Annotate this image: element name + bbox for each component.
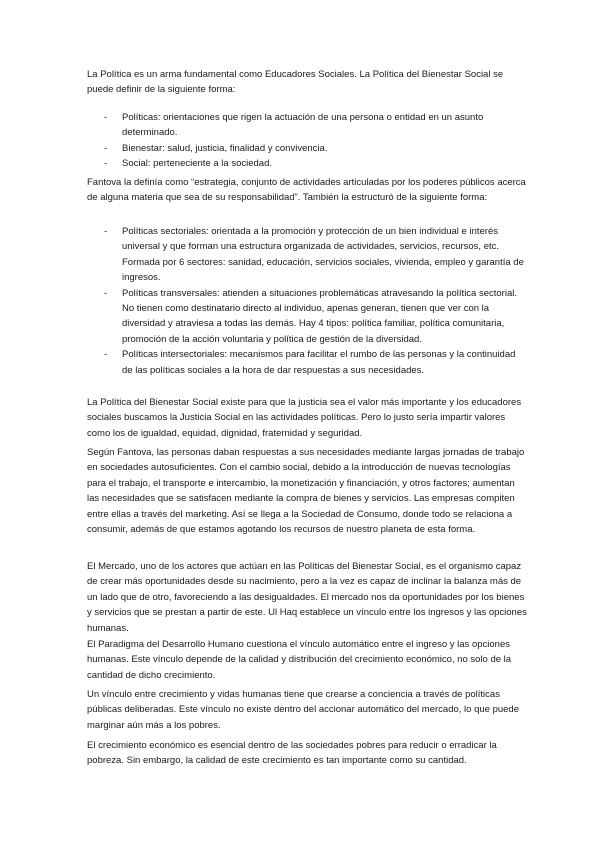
paragraph-public-policies: Un vínculo entre crecimiento y vidas humanas tiene que crearse a conciencia a través de políticas públicas deliberadas. Este vínculo no existe dentro del accionar automático del mercado, lo que puede marginar aún más a los pobres. [87, 689, 519, 731]
policy-types-list [104, 224, 524, 378]
definition-list [104, 110, 524, 172]
paragraph-market: El Mercado, uno de los actores que actúan en las Políticas del Bienestar Social, es el organismo capaz de crear más oportunidades desde su nacimiento, pero a la vez es capaz de inclinar la balanza más de un lado que de otro, favoreciendo a las desigualdades. El mercado nos da oportunidades por los bienes y servicios que se prestan a partir de este. Ul Haq establece un vínculo entre los ingresos y las opciones humanas. [87, 561, 527, 634]
paragraph-economic-growth: El crecimiento económico es esencial dentro de las sociedades pobres para reducir o erradicar la pobreza. Sin embargo, la calidad de este crecimiento es tan importante como su cantidad. [87, 740, 497, 767]
paragraph-fantova-definition: Fantova la definía como “estrategia, conjunto de actividades articuladas por los poderes públicos acerca de alguna materia que sea de su responsabilidad”. También la estructuró de la siguiente forma: [87, 177, 526, 204]
paragraph-human-development: El Paradigma del Desarrollo Humano cuestiona el vínculo automático entre el ingreso y las opciones humanas. Este vínculo depende de la calidad y distribución del crecimiento económico, no solo de la cantidad de dicho crecimiento. [87, 639, 512, 681]
list-item: - Políticas intersectoriales: mecanismos para facilitar el rumbo de las personas y la continuidad de las políticas sociales a la hora de dar respuestas a sus necesidades. [104, 347, 524, 378]
list-item: - Políticas: orientaciones que rigen la actuación de una persona o entidad en un asunto determinado. [104, 110, 524, 141]
list-item: - Bienestar: salud, justicia, finalidad y convivencia. [104, 141, 524, 156]
paragraph-consumption-society: Según Fantova, las personas daban respuestas a sus necesidades mediante largas jornadas de trabajo en sociedades autosuficientes. Con el cambio social, debido a la introducción de nuevas tecnologías para el trabajo, el transporte e intercambio, la monetización y financiación, y otros factores; aumentan las necesidades que se satisfacen mediante la compra de bienes y servicios. Las empresas compiten entre ellas a través del marketing. Así se llega a la Sociedad de Consumo, donde todo se relaciona a consumir, además de que estamos agotando los recursos de nuestro planeta de esta forma. [87, 447, 525, 536]
paragraph-justice: La Política del Bienestar Social existe para que la justicia sea el valor más importante y los educadores sociales buscamos la Justicia Social en las actividades políticas. Pero lo justo sería impartir valores como los de igualdad, equidad, dignidad, fraternidad y seguridad. [87, 397, 522, 439]
list-item: - Políticas sectoriales: orientada a la promoción y protección de un bien individual e interés universal y que forman una estructura organizada de actividades, servicios, recursos, etc. Formada por 6 sectores: sanidad, educación, servicios sociales, vivienda, empleo y garantía de ingresos. [104, 224, 524, 286]
list-item: - Social: perteneciente a la sociedad. [104, 156, 524, 171]
paragraph-intro: La Política es un arma fundamental como Educadores Sociales. La Política del Bienestar Social se puede definir de la siguiente forma: [87, 69, 504, 96]
list-item: - Políticas transversales: atienden a situaciones problemáticas atravesando la política sectorial. No tienen como destinatario directo al individuo, apenas generan, tienen que ver con la diversidad y atraviesa a todas las demás. Hay 4 tipos: política familiar, política comunitaria, promoción de la acción voluntaria y política de gestión de la diversidad. [104, 286, 524, 348]
